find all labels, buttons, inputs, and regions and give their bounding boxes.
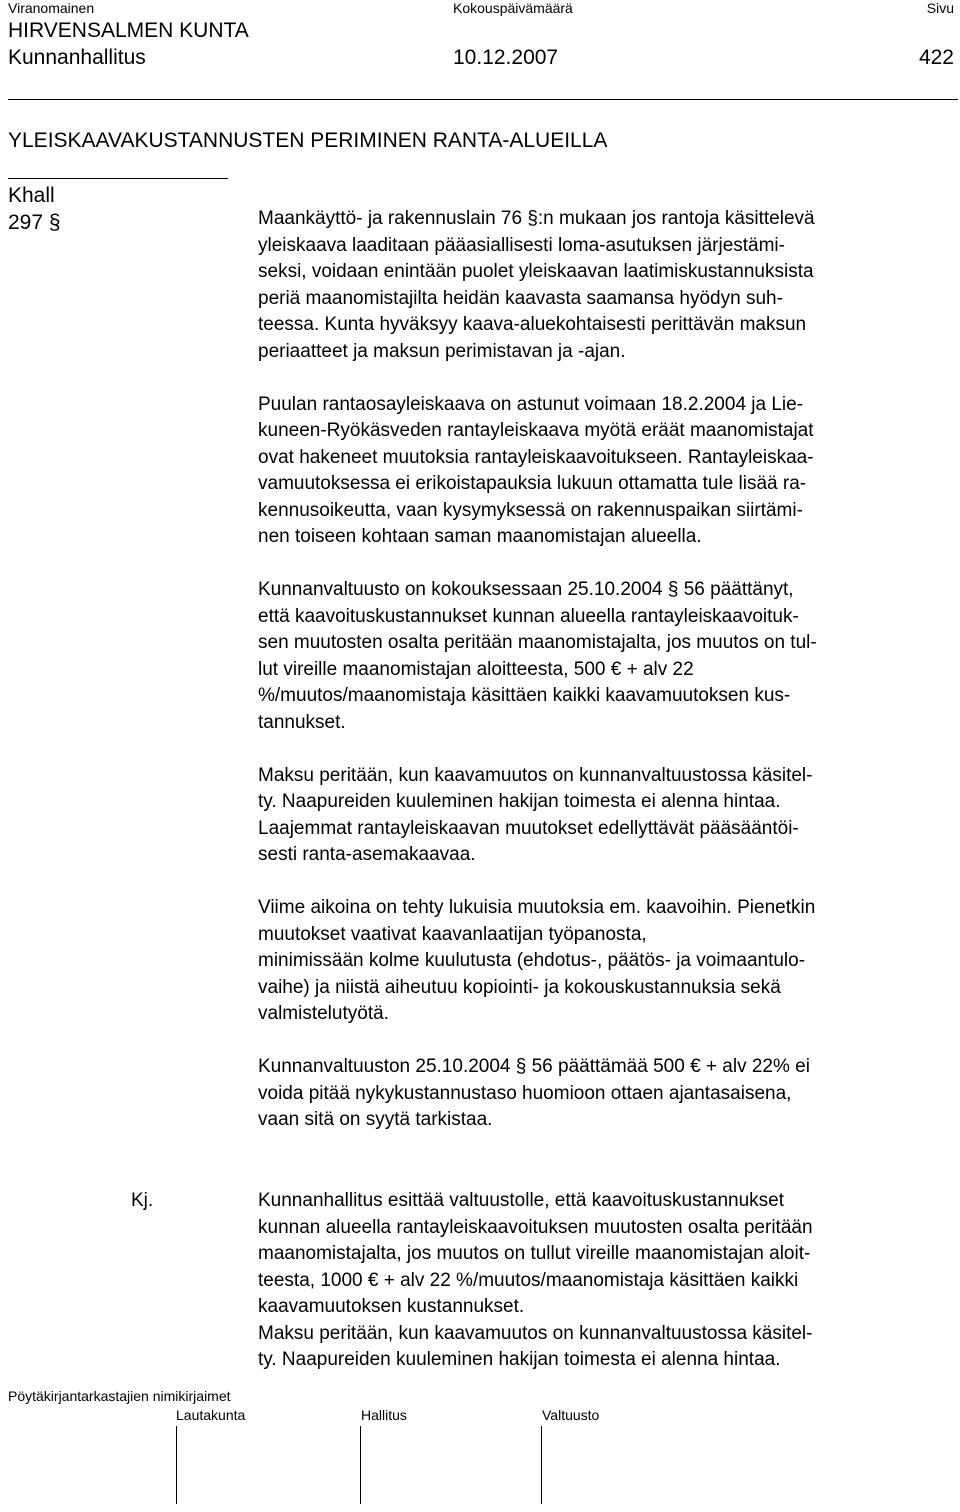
signature-box-lautakunta [176,1426,337,1504]
header-label-body: Viranomainen [8,0,95,16]
proposal-block [258,1188,952,1374]
header-label-date: Kokouspäivämäärä [453,0,573,16]
footer-signatures-label: Pöytäkirjantarkastajien nimikirjaimet [8,1388,231,1404]
paragraph-4: Maksu peritään, kun kaavamuutos on kunnanvaltuustossa käsitel- ty. Naapureiden kuuleminen hakijan toimesta ei alenna hintaa. Laajemmat rantayleiskaavan muutokset edellyttävät pääsääntöi- sesti ranta-asemakaavaa. [258,764,813,865]
footer-lautakunta: Lautakunta [176,1407,246,1423]
proposal-label: Kj. [131,1190,154,1211]
body-column [258,206,952,1160]
section-label: Khall [8,184,55,207]
paragraph-3: Kunnanvaltuusto on kokouksessaan 25.10.2004 § 56 päättänyt, että kaavoituskustannukset kunnan alueella rantayleiskaavoituk- sen muutosten osalta peritään maanomistajalta, jos muutos on tul- lut vireille maanomistajan aloitteesta, 500 € + alv 22 %/muutos/maanomistaja käsittäen kaikki kaavamuutoksen kus- tannukset. [258,579,817,733]
header-date: 10.12.2007 [453,46,559,69]
signature-box-valtuusto [541,1426,702,1504]
header-page-number: 422 [918,46,954,69]
footer-valtuusto: Valtuusto [542,1407,600,1423]
header-body: Kunnanhallitus [8,46,146,69]
section-rule [8,178,228,179]
paragraph-6: Kunnanvaltuuston 25.10.2004 § 56 päättämää 500 € + alv 22% ei voida pitää nykykustannustaso huomioon ottaen ajantasaisena, vaan sitä on syytä tarkistaa. [258,1056,810,1130]
signature-box-hallitus [360,1426,521,1504]
header-label-page: Sivu [926,0,954,16]
paragraph-1: Maankäyttö- ja rakennuslain 76 §:n mukaan jos rantoja käsittelevä yleiskaava laaditaan pääasiallisesti loma-asutuksen järjestämi- seksi, voidaan enintään puolet yleiskaavan laatimiskustannuksista periä maanomistajilta heidän kaavasta saamansa hyödyn suh- teessa. Kunta hyväksyy kaava-aluekohtaisesti perittävän maksun periaatteet ja maksun perimistavan ja -ajan. [258,208,815,362]
header-divider [8,99,958,100]
document-title: YLEISKAAVAKUSTANNUSTEN PERIMINEN RANTA-ALUEILLA [8,129,608,152]
section-number: 297 § [8,211,61,234]
municipality-name: HIRVENSALMEN KUNTA [8,19,249,42]
paragraph-5: Viime aikoina on tehty lukuisia muutoksia em. kaavoihin. Pienetkin muutokset vaativat kaavanlaatijan työpanosta, minimissään kolme kuulutusta (ehdotus-, päätös- ja voimaantulo- vaihe) ja niistä aiheutuu kopiointi- ja kokouskustannuksia sekä valmistelutyötä. [258,897,816,1024]
footer-hallitus: Hallitus [361,1407,407,1423]
paragraph-2: Puulan rantaosayleiskaava on astunut voimaan 18.2.2004 ja Lie- kuneen-Ryökäsveden rantayleiskaava myötä eräät maanomistajat ovat hakeneet muutoksia rantayleiskaavoitukseen. Rantayleiskaa- vamuutoksessa ei erikoistapauksia lukuun ottamatta tule lisää ra- kennusoikeutta, vaan kysymyksessä on rakennuspaikan siirtämi- nen toiseen kohtaan saman maanomistajan alueella. [258,393,814,547]
proposal-text: Kunnanhallitus esittää valtuustolle, että kaavoituskustannukset kunnan alueella rantayleiskaavoituksen muutosten osalta peritään maanomistajalta, jos muutos on tullut vireille maanomistajan aloit- teesta, 1000 € + alv 22 %/muutos/maanomistaja käsittäen kaikki kaavamuutoksen kustannukset. Maksu peritään, kun kaavamuutos on kunnanvaltuustossa käsitel- ty. Naapureiden kuuleminen hakijan toimesta ei alenna hintaa. [258,1190,813,1370]
